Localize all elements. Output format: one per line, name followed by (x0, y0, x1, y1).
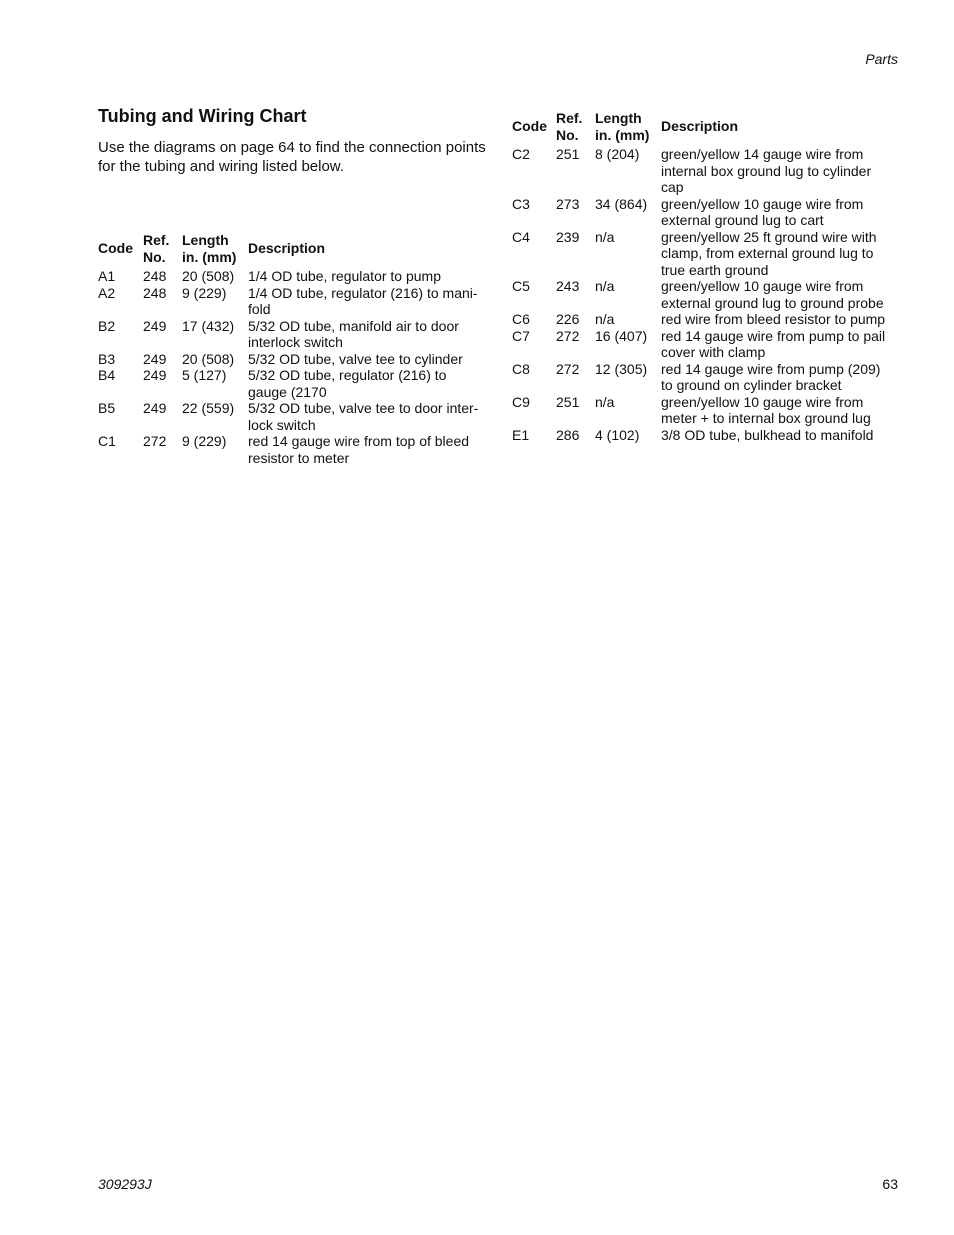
cell-length: 5 (127) (182, 367, 227, 383)
col-header-length (182, 232, 248, 268)
cell-code: B4 (98, 367, 116, 383)
cell-code: B3 (98, 350, 116, 367)
table-row (512, 196, 890, 229)
cell-description: green/yellow 25 ft ground wire with clamp, from external ground lug to true earth ground (661, 228, 877, 278)
running-header-section: Parts (865, 51, 898, 67)
table-row (512, 361, 890, 394)
cell-ref: 286 (556, 426, 580, 443)
table-header-row (512, 110, 890, 146)
cell-description: green/yellow 10 gauge wire from external ground lug to cart (661, 195, 864, 228)
cell-length: n/a (595, 228, 615, 245)
col-header-description: Description (248, 240, 326, 257)
cell-description: 5/32 OD tube, regulator (216) to gauge (2170 (248, 367, 447, 400)
col-header-length-line2: in. (mm) (595, 126, 650, 143)
cell-description: 1/4 OD tube, regulator to pump (248, 268, 441, 284)
table-row (98, 351, 482, 368)
cell-length: n/a (595, 311, 615, 327)
cell-code: B5 (98, 400, 116, 416)
cell-ref: 248 (143, 284, 167, 301)
col-header-ref (556, 110, 595, 146)
cell-length: 17 (432) (182, 317, 235, 334)
cell-ref: 249 (143, 317, 167, 334)
col-header-length-line2: in. (mm) (182, 248, 237, 265)
cell-length: n/a (595, 393, 615, 410)
cell-code: E1 (512, 426, 530, 443)
cell-length: 12 (305) (595, 360, 648, 377)
col-header-ref-line2: No. (143, 248, 166, 265)
table-row (512, 311, 890, 328)
table-row (512, 394, 890, 427)
col-header-description: Description (661, 118, 739, 135)
table-body-right (512, 146, 890, 443)
cell-description: 3/8 OD tube, bulkhead to manifold (661, 426, 874, 443)
cell-length: 20 (508) (182, 268, 235, 284)
cell-length: 8 (204) (595, 146, 640, 162)
cell-description: 5/32 OD tube, valve tee to door inter-lock switch (248, 400, 479, 433)
cell-ref: 251 (556, 393, 580, 410)
cell-length: 9 (229) (182, 284, 227, 301)
cell-code: C5 (512, 278, 530, 294)
intro-paragraph: Use the diagrams on page 64 to find the connection points for the tubing and wiring listed below. (98, 139, 486, 175)
cell-code: B2 (98, 317, 116, 334)
table-row (98, 268, 482, 285)
cell-description: 1/4 OD tube, regulator (216) to mani-fold (248, 284, 478, 317)
cell-ref: 251 (556, 146, 580, 162)
cell-ref: 249 (143, 367, 167, 383)
cell-code: C8 (512, 360, 530, 377)
cell-ref: 273 (556, 195, 580, 212)
cell-ref: 272 (556, 327, 580, 344)
cell-description: green/yellow 10 gauge wire from external ground lug to ground probe (661, 278, 884, 311)
cell-ref: 272 (143, 433, 167, 449)
tubing-wiring-table-right (512, 110, 890, 443)
cell-code: C4 (512, 228, 530, 245)
cell-description: 5/32 OD tube, manifold air to door interlock switch (248, 317, 459, 350)
table-row (98, 400, 482, 433)
cell-ref: 239 (556, 228, 580, 245)
tubing-wiring-table-left (98, 232, 482, 466)
col-header-ref-line1: Ref. (556, 110, 583, 126)
cell-description: green/yellow 14 gauge wire from internal box ground lug to cylinder cap (661, 146, 872, 195)
col-header-ref (143, 232, 182, 268)
cell-code: C7 (512, 327, 530, 344)
cell-description: 5/32 OD tube, valve tee to cylinder (248, 350, 463, 367)
cell-ref: 226 (556, 311, 580, 327)
cell-ref: 248 (143, 268, 167, 284)
cell-ref: 243 (556, 278, 580, 294)
cell-code: A1 (98, 268, 116, 284)
cell-length: 4 (102) (595, 426, 640, 443)
table-row (98, 367, 482, 400)
table-row (512, 146, 890, 196)
table-row (512, 427, 890, 444)
col-header-code: Code (98, 240, 133, 257)
cell-description: red 14 gauge wire from pump (209) to ground on cylinder bracket (661, 360, 881, 393)
cell-length: 22 (559) (182, 400, 235, 416)
col-header-length (595, 110, 661, 146)
table-row (98, 285, 482, 318)
cell-ref: 272 (556, 360, 580, 377)
cell-length: 9 (229) (182, 433, 227, 449)
cell-length: n/a (595, 278, 615, 294)
cell-description: red 14 gauge wire from pump to pail cover with clamp (661, 327, 886, 360)
cell-description: red wire from bleed resistor to pump (661, 311, 886, 327)
col-header-ref-line2: No. (556, 126, 579, 143)
cell-code: C2 (512, 146, 530, 162)
cell-code: C3 (512, 195, 530, 212)
cell-description: red 14 gauge wire from top of bleed resistor to meter (248, 433, 470, 466)
table-body-left (98, 268, 482, 466)
table-row (98, 318, 482, 351)
table-row (512, 278, 890, 311)
cell-length: 16 (407) (595, 327, 648, 344)
cell-description: green/yellow 10 gauge wire from meter + to internal box ground lug (661, 393, 871, 426)
cell-code: C6 (512, 311, 530, 327)
table-row (512, 229, 890, 279)
col-header-length-line1: Length (595, 110, 642, 126)
table-row (512, 328, 890, 361)
cell-ref: 249 (143, 350, 167, 367)
cell-code: C1 (98, 433, 116, 449)
table-header-row (98, 232, 482, 268)
footer-doc-number: 309293J (98, 1176, 152, 1192)
col-header-length-line1: Length (182, 232, 229, 248)
cell-code: A2 (98, 284, 116, 301)
table-row (98, 433, 482, 466)
footer-page-number: 63 (882, 1176, 898, 1192)
cell-ref: 249 (143, 400, 167, 416)
section-title: Tubing and Wiring Chart (98, 106, 307, 126)
cell-code: C9 (512, 393, 530, 410)
cell-length: 20 (508) (182, 350, 235, 367)
col-header-ref-line1: Ref. (143, 232, 170, 248)
col-header-code: Code (512, 118, 547, 135)
cell-length: 34 (864) (595, 195, 648, 212)
